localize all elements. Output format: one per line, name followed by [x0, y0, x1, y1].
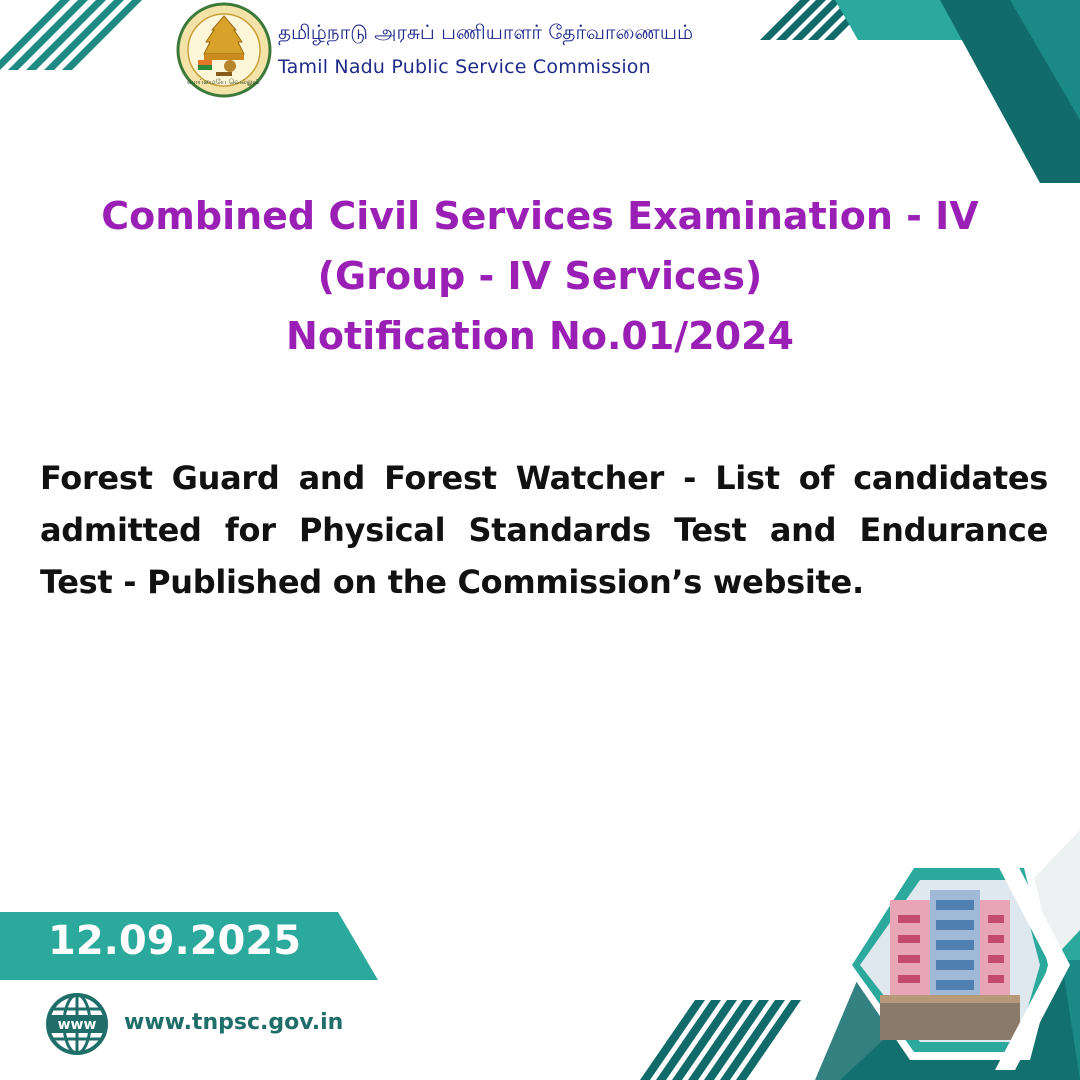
org-name-tamil: தமிழ்நாடு அரசுப் பணியாளர் தேர்வாணையம் [278, 20, 694, 44]
globe-www-label: www [57, 1017, 97, 1033]
title-line-2: (Group - IV Services) [317, 254, 763, 298]
title-line-1: Combined Civil Services Examination - IV [101, 194, 979, 238]
globe-www-icon [46, 993, 108, 1055]
bottom-right-decoration [640, 750, 1080, 1080]
title-line-3: Notification No.01/2024 [286, 314, 794, 358]
top-right-decoration [740, 0, 1080, 190]
logo-motto: வாய்மையே வெல்லும் [187, 78, 260, 86]
publish-date: 12.09.2025 [48, 918, 302, 964]
announcement-body: Forest Guard and Forest Watcher - List of candidates admitted for Physical Standards Test and Endurance Test - Published on the Commission’s website. [40, 459, 1048, 601]
building-photo [880, 890, 1020, 1040]
notification-title [60, 186, 1020, 366]
org-name-english: Tamil Nadu Public Service Commission [278, 56, 651, 78]
website-link[interactable]: www.tnpsc.gov.in [124, 1010, 344, 1035]
top-left-stripes [0, 0, 150, 70]
